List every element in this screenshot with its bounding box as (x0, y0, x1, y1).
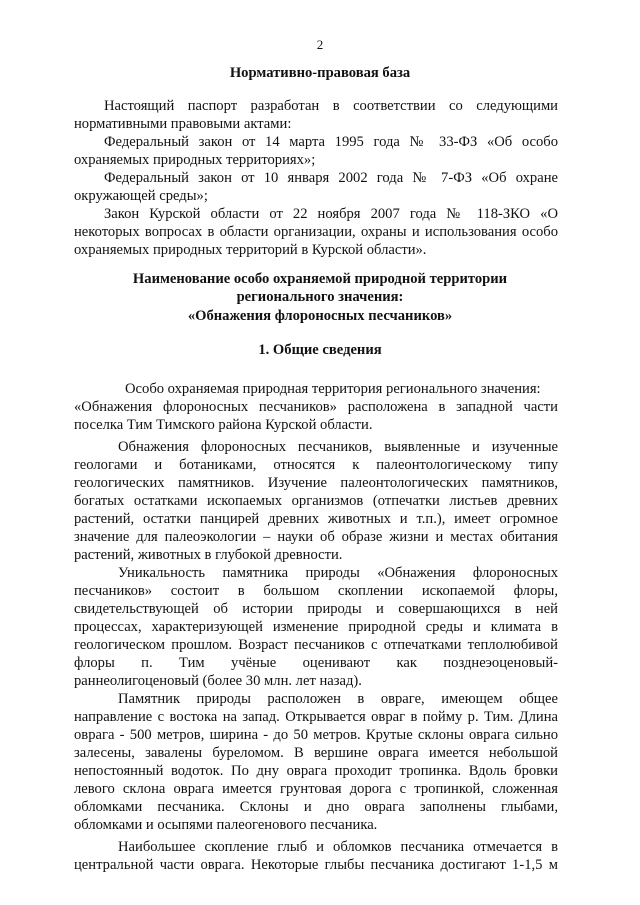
text-line: растений, животных в глубокой древности. (74, 547, 343, 563)
text-line: Памятник природы расположен в овраге, имеющем общее (118, 691, 558, 707)
text-line: Обнажения флороносных песчаников, выявленные и изученные (118, 439, 558, 455)
text-line: обломками песчаника. Склоны и дно оврага заполнены глыбами, (74, 799, 558, 815)
text-line: левого склона оврага имеется грунтовая дорога с тропинкой, сложенная (74, 781, 558, 797)
title-line: Наименование особо охраняемой природной территории (132, 271, 508, 287)
text-line: флоры п. Тим учёные оценивают как позднеэоценовый- (74, 655, 558, 671)
text-line: обломками и осыпями палеогенового песчаника. (74, 817, 378, 833)
text-line: геологическом прошлом. Возраст песчаников с отпечатками теплолюбивой (74, 637, 558, 653)
text-line: свидетельствующей об истории природы и совершающихся в ней (74, 601, 558, 617)
text-line: значение для палеоэкологии – науки об образе жизни и местах обитания (74, 529, 558, 545)
text-line: Настоящий паспорт разработан в соответствии со следующими (104, 98, 558, 114)
text-line: растений, остатки панцирей древних животных и т.п.), имеет огромное (74, 511, 558, 527)
text-line: охраняемых природных территорий в Курской области». (74, 242, 427, 258)
text-line: некоторых вопросах в области организации, охраны и использования особо (74, 224, 558, 240)
text-line: Уникальность памятника природы «Обнажения флороносных (118, 565, 558, 581)
legal-basis-heading: Нормативно-правовая база (229, 65, 411, 81)
title-line: «Обнажения флороносных песчаников» (187, 308, 453, 324)
text-line: направление с востока на запад. Открывается овраг в пойму р. Тим. Длина (74, 709, 558, 725)
text-line: процессах, характеризующей изменение природной среды и климата в (74, 619, 558, 635)
text-line: непостоянный водоток. По дну оврага проходит тропинка. Вдоль бровки (74, 763, 558, 779)
text-line: богатых остатками ископаемых организмов (отпечатки листьев древних (74, 493, 558, 509)
text-line: Закон Курской области от 22 ноября 2007 года № 118-ЗКО «О (104, 206, 558, 222)
text-line: песчаников» состоит в большом скоплении ископаемой флоры, (74, 583, 558, 599)
text-line: Федеральный закон от 14 марта 1995 года № 33-ФЗ «Об особо (104, 134, 558, 150)
text-line: поселка Тим Тимского района Курской области. (74, 417, 373, 433)
text-line: центральной части оврага. Некоторые глыбы песчаника достигают 1-1,5 м (74, 857, 558, 873)
text-line: окружающей среды»; (74, 188, 208, 204)
text-line: нормативными правовыми актами: (74, 116, 292, 132)
text-line: охраняемых природных территориях»; (74, 152, 316, 168)
text-line: раннеолигоценовый (более 30 млн. лет назад). (74, 673, 362, 689)
title-line: регионального значения: (236, 289, 404, 305)
page-number: 2 (316, 37, 324, 52)
text-line: Особо охраняемая природная территория регионального значения: (125, 381, 541, 397)
text-line: «Обнажения флороносных песчаников» расположена в западной части (74, 399, 558, 415)
text-line: геологами и ботаниками, относятся к палеонтологическому типу (74, 457, 558, 473)
text-line: залесены, завалены буреломом. В вершине оврага имеется небольшой (74, 745, 558, 761)
text-line: оврага - 500 метров, ширина - до 50 метров. Крутые склоны оврага сильно (74, 727, 558, 743)
general-info-heading: 1. Общие сведения (258, 342, 382, 358)
text-line: Наибольшее скопление глыб и обломков песчаника отмечается в (118, 839, 558, 855)
text-line: геологических памятников. Изучение палеонтологических памятников, (74, 475, 558, 491)
text-line: Федеральный закон от 10 января 2002 года № 7-ФЗ «Об охране (104, 170, 558, 186)
